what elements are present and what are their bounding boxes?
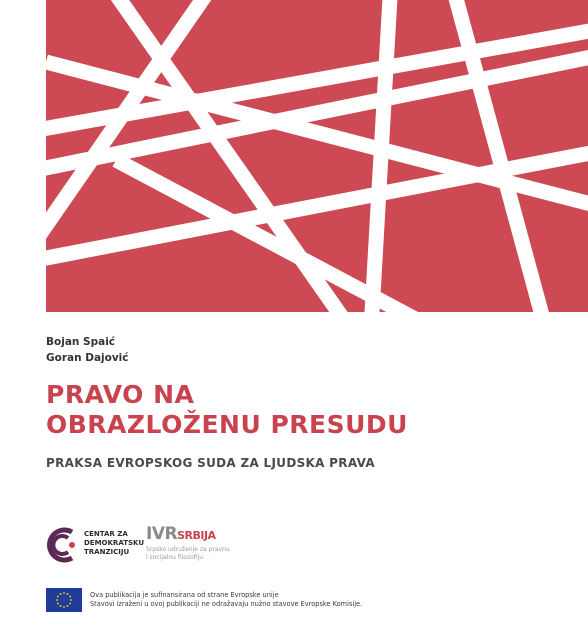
author-name: Goran Dajović [46, 352, 129, 364]
eu-star [60, 605, 62, 607]
eu-star [69, 596, 71, 598]
eu-line: Stavovi izraženi u ovoj publikaciji ne odražavaju nužno stavove Evropske Komisije. [90, 600, 363, 608]
authors [46, 334, 129, 366]
eu-star [60, 593, 62, 595]
eu-star [70, 599, 72, 601]
ivr-tagline: i socijalnu filozofiju [146, 554, 204, 561]
ivr-wordmark-b: SRBIJA [177, 529, 216, 542]
page-title [46, 380, 408, 440]
eu-star [57, 596, 59, 598]
title-line: OBRAZLOŽENU PRESUDU [46, 410, 408, 439]
cdt-line: DEMOKRATSKU [84, 539, 144, 547]
eu-flag-icon [46, 588, 82, 612]
title-line: PRAVO NA [46, 380, 195, 409]
cdt-logo [46, 524, 144, 568]
eu-star [63, 606, 65, 608]
cdt-logo-icon [46, 526, 82, 564]
eu-star [67, 605, 69, 607]
eu-star [69, 603, 71, 605]
ivr-tagline: Srpsko udruženje za pravnu [146, 546, 230, 553]
cdt-logo-text [84, 530, 144, 557]
eu-star [67, 593, 69, 595]
eu-star [57, 603, 59, 605]
cdt-line: TRANZICIJU [84, 548, 130, 556]
subtitle: PRAKSA EVROPSKOG SUDA ZA LJUDSKA PRAVA [46, 456, 375, 470]
eu-disclaimer-text [90, 591, 362, 609]
author-name: Bojan Spaić [46, 336, 116, 348]
eu-star [56, 599, 58, 601]
ivr-wordmark [146, 524, 256, 546]
eu-line: Ova publikacija je sufinansirana od strane Evropske unije [90, 591, 279, 599]
eu-star [63, 592, 65, 594]
cdt-line: CENTAR ZA [84, 530, 128, 538]
cover-art [46, 0, 588, 312]
ivr-wordmark-a: IVR [146, 524, 178, 544]
ivr-logo [146, 524, 256, 568]
